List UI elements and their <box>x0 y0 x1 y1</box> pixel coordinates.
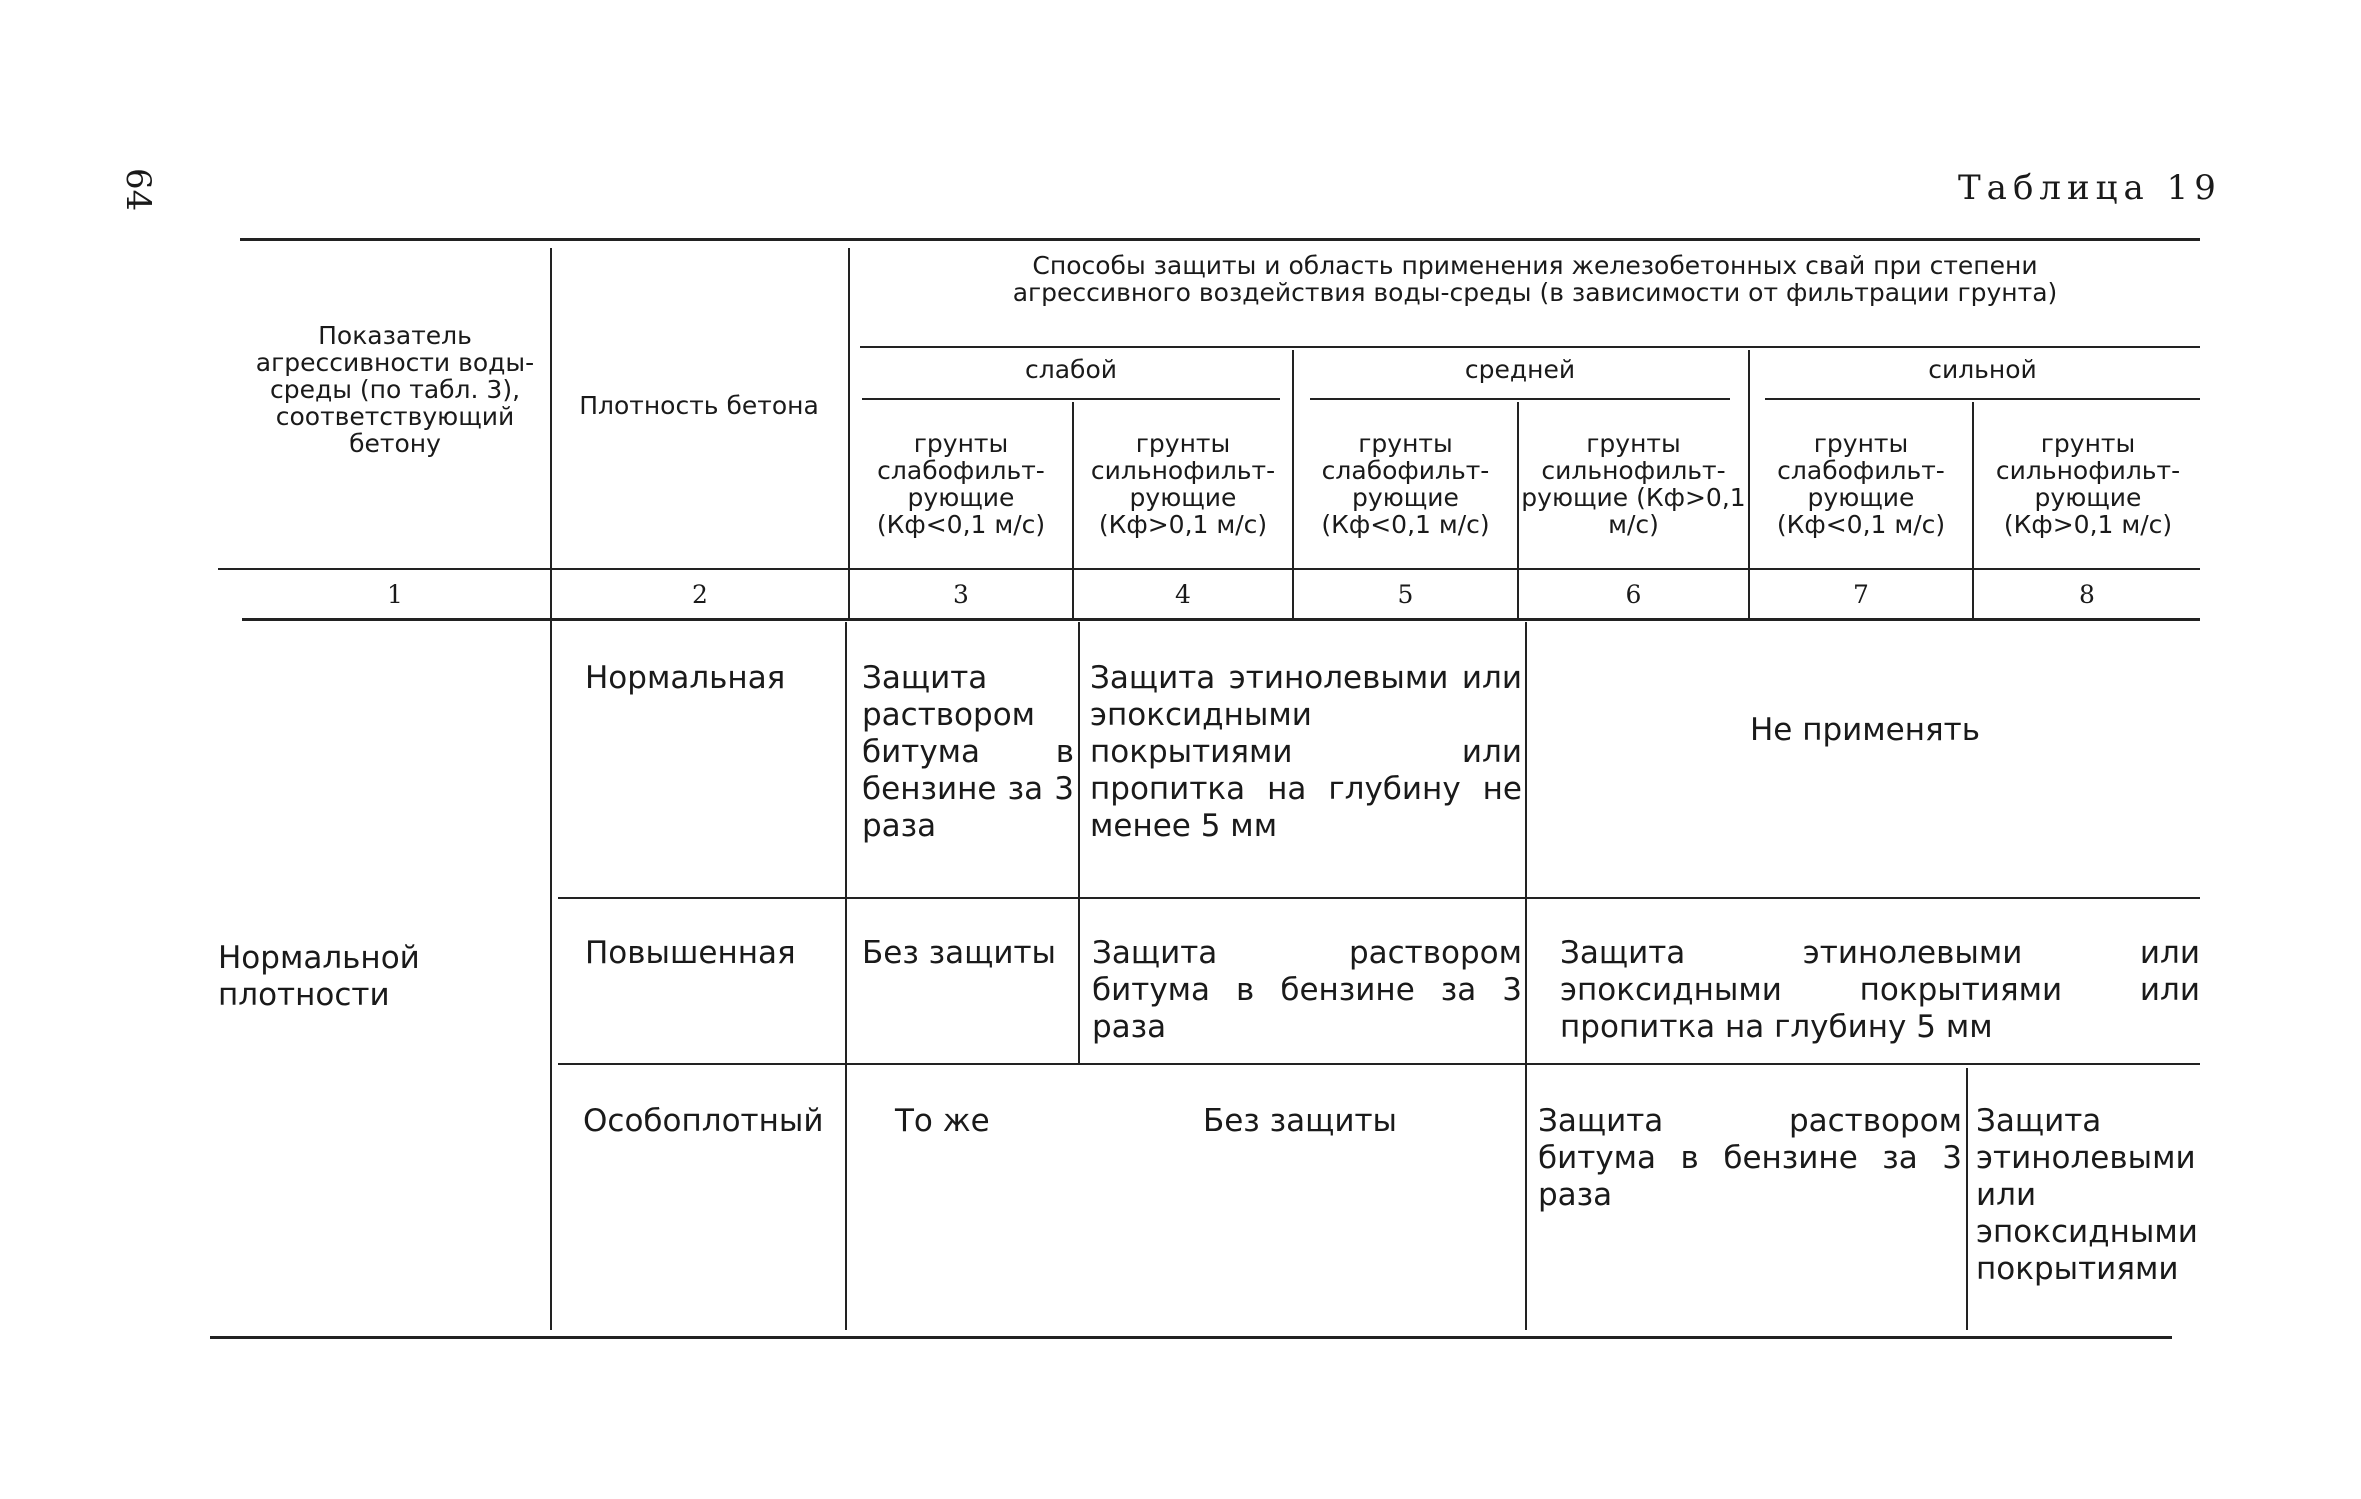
row1-c3: Защита раствором битума в бензине за 3 раза <box>862 660 1074 844</box>
header-sub-5: грунты слабофильт- рующие (Кф<0,1 м/с) <box>1321 429 1490 539</box>
rule-numbers-bottom <box>242 618 2200 621</box>
rule-degree-strong <box>1765 398 2200 400</box>
row1-density: Нормальная <box>585 660 786 696</box>
header-span-title: Способы защиты и область применения железобетонных свай при степени агрессивного воздействия воды-среды (в зависимости от фильтрации грунта) <box>1012 251 2058 307</box>
table-title: Таблица 19 <box>1958 168 2222 208</box>
header-indicator: Показатель агрессивности воды-среды (по табл. 3), соответствующий бетону <box>255 321 535 458</box>
rule-degree-slight <box>862 398 1280 400</box>
vline-h-45 <box>1292 350 1294 618</box>
header-sub-6: грунты сильнофильт- рующие (Кф>0,1 м/с) <box>1521 429 1746 539</box>
col-number-3: 3 <box>953 580 969 609</box>
vline-c2 <box>848 248 850 618</box>
col-number-5: 5 <box>1397 580 1414 609</box>
row3-c4: Без защиты <box>1202 1103 1398 1139</box>
col-number-1: 1 <box>387 580 403 609</box>
rule-header-bottom <box>218 568 2200 570</box>
rule-row2 <box>558 1063 2200 1065</box>
rule-span-title <box>860 346 2200 348</box>
vline-b-r3-78 <box>1966 1068 1968 1330</box>
header-degree-strong: сильной <box>1928 355 2037 384</box>
vline-b-r2-34 <box>1078 897 1080 1063</box>
vline-b-r1-34 <box>1078 622 1080 897</box>
rule-bottom <box>210 1336 2172 1339</box>
page-number: 64 <box>118 168 158 212</box>
vline-b-23 <box>845 622 847 1330</box>
rule-degree-medium <box>1310 398 1730 400</box>
header-degree-slight: слабой <box>1024 355 1117 384</box>
row3-density: Особоплотный <box>583 1103 824 1139</box>
vline-h-67 <box>1748 350 1750 618</box>
header-sub-4: грунты сильнофильт- рующие (Кф>0,1 м/с) <box>1090 429 1276 539</box>
row1-c5-8: Не применять <box>1749 712 1981 748</box>
header-sub-8: грунты сильнофильт- рующие (Кф>0,1 м/с) <box>1995 429 2181 539</box>
row2-c5-8: Защита этинолевыми или эпоксидными покрытиями или пропитка на глубину 5 мм <box>1560 935 2200 1045</box>
row3-c3: То же <box>895 1103 990 1139</box>
indicator-value: Нормальной плотности <box>218 940 420 1013</box>
col-number-4: 4 <box>1175 580 1191 609</box>
row3-c5-7: Защита раствором битума в бензине за 3 раза <box>1538 1103 1962 1213</box>
col-number-2: 2 <box>692 580 708 609</box>
row2-c4: Защита раствором битума в бензине за 3 раза <box>1092 935 1522 1045</box>
row3-c8: Защита этинолевыми или эпоксидными покрытиями <box>1976 1103 2198 1287</box>
col-number-6: 6 <box>1625 580 1642 609</box>
rule-top <box>240 238 2200 241</box>
col-number-8: 8 <box>2079 580 2095 609</box>
header-sub-7: грунты слабофильт- рующие (Кф<0,1 м/с) <box>1776 429 1946 539</box>
header-sub-3: грунты слабофильт- рующие (Кф<0,1 м/с) <box>876 429 1046 539</box>
header-density: Плотность бетона <box>579 391 819 420</box>
vline-b-45 <box>1525 622 1527 1330</box>
rule-row1 <box>558 897 2200 899</box>
vline-c1 <box>550 248 552 1330</box>
row1-c4: Защита этинолевыми или эпоксидными покрытиями или пропитка на глубину не менее 5 мм <box>1090 660 1522 844</box>
header-degree-medium: средней <box>1464 355 1576 384</box>
row2-density: Повышенная <box>585 935 796 971</box>
col-number-7: 7 <box>1853 580 1869 609</box>
row2-c3: Без защиты <box>862 935 1057 971</box>
